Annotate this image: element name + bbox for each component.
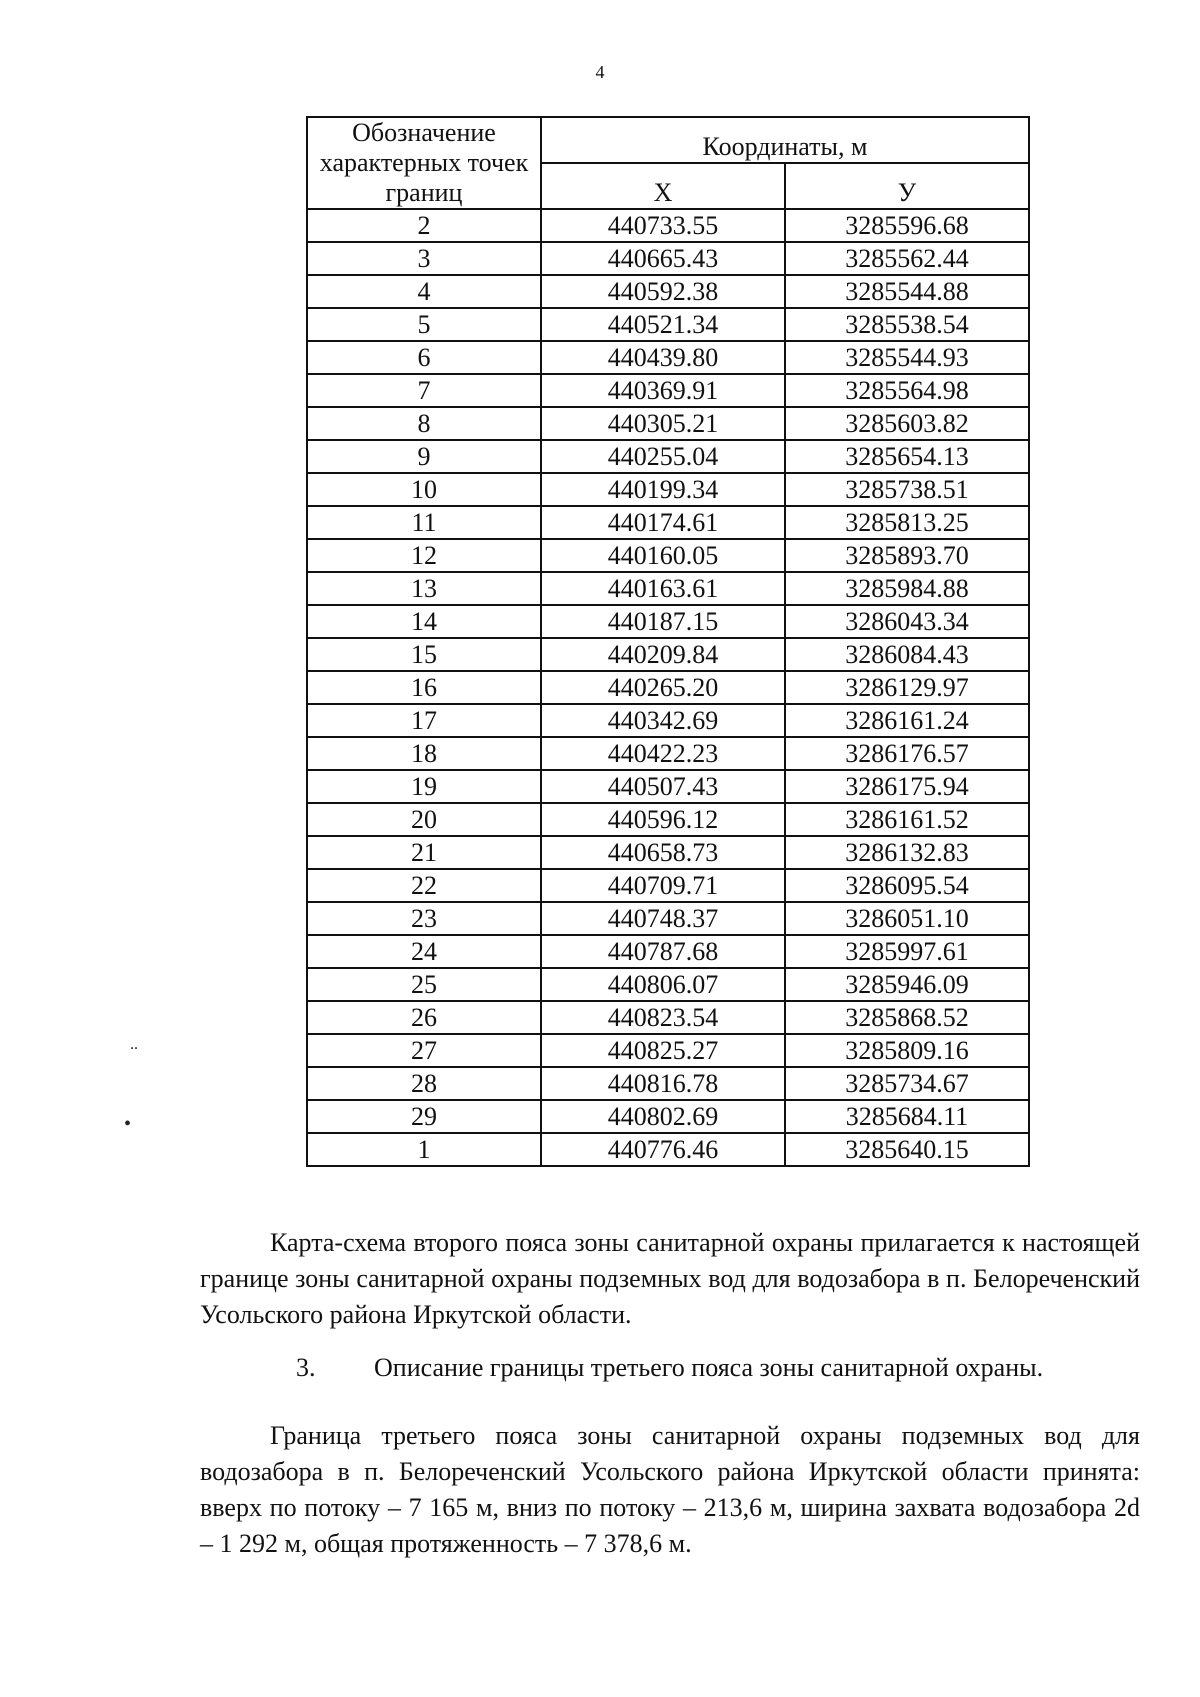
paragraph-map-scheme xyxy=(200,1225,1140,1333)
cell-y: 3285562.44 xyxy=(785,242,1029,275)
cell-y: 3285544.88 xyxy=(785,275,1029,308)
scan-speck: .. xyxy=(130,1036,138,1053)
cell-y: 3285997.61 xyxy=(785,935,1029,968)
cell-x: 440187.15 xyxy=(541,605,785,638)
cell-point: 26 xyxy=(307,1001,541,1034)
cell-y: 3285684.11 xyxy=(785,1100,1029,1133)
page-number: 4 xyxy=(595,62,605,82)
cell-x: 440748.37 xyxy=(541,902,785,935)
cell-point: 7 xyxy=(307,374,541,407)
cell-x: 440199.34 xyxy=(541,473,785,506)
table-row xyxy=(307,506,1029,539)
table-row xyxy=(307,374,1029,407)
cell-x: 440816.78 xyxy=(541,1067,785,1100)
x-header: Х xyxy=(541,163,785,209)
cell-x: 440422.23 xyxy=(541,737,785,770)
cell-point: 13 xyxy=(307,572,541,605)
cell-point: 19 xyxy=(307,770,541,803)
cell-y: 3285564.98 xyxy=(785,374,1029,407)
cell-y: 3285734.67 xyxy=(785,1067,1029,1100)
table-row xyxy=(307,209,1029,242)
cell-point: 17 xyxy=(307,704,541,737)
table-row xyxy=(307,902,1029,935)
cell-y: 3285603.82 xyxy=(785,407,1029,440)
cell-point: 20 xyxy=(307,803,541,836)
cell-point: 27 xyxy=(307,1034,541,1067)
section-3-title: Описание границы третьего пояса зоны санитарной охраны. xyxy=(374,1353,1044,1382)
cell-x: 440265.20 xyxy=(541,671,785,704)
cell-y: 3286161.52 xyxy=(785,803,1029,836)
cell-x: 440825.27 xyxy=(541,1034,785,1067)
cell-y: 3285538.54 xyxy=(785,308,1029,341)
table-row xyxy=(307,803,1029,836)
cell-point: 11 xyxy=(307,506,541,539)
table-row xyxy=(307,539,1029,572)
cell-x: 440592.38 xyxy=(541,275,785,308)
table-row xyxy=(307,737,1029,770)
cell-y: 3286176.57 xyxy=(785,737,1029,770)
cell-y: 3285946.09 xyxy=(785,968,1029,1001)
cell-x: 440160.05 xyxy=(541,539,785,572)
cell-x: 440733.55 xyxy=(541,209,785,242)
cell-x: 440342.69 xyxy=(541,704,785,737)
cell-point: 6 xyxy=(307,341,541,374)
cell-y: 3286051.10 xyxy=(785,902,1029,935)
cell-point: 5 xyxy=(307,308,541,341)
cell-x: 440255.04 xyxy=(541,440,785,473)
coordinates-table xyxy=(306,116,1030,1167)
cell-x: 440596.12 xyxy=(541,803,785,836)
coordinates-header: Координаты, м xyxy=(541,117,1029,163)
scan-dot: • xyxy=(124,1113,132,1135)
table-row xyxy=(307,1034,1029,1067)
cell-x: 440665.43 xyxy=(541,242,785,275)
cell-y: 3285596.68 xyxy=(785,209,1029,242)
table-row xyxy=(307,407,1029,440)
table-row xyxy=(307,308,1029,341)
table-row xyxy=(307,638,1029,671)
cell-y: 3285640.15 xyxy=(785,1133,1029,1166)
y-header: У xyxy=(785,163,1029,209)
table-row xyxy=(307,605,1029,638)
table-row xyxy=(307,1133,1029,1166)
section-3-number: 3. xyxy=(296,1353,316,1382)
cell-y: 3285654.13 xyxy=(785,440,1029,473)
cell-x: 440823.54 xyxy=(541,1001,785,1034)
table-row xyxy=(307,572,1029,605)
cell-x: 440305.21 xyxy=(541,407,785,440)
cell-point: 28 xyxy=(307,1067,541,1100)
cell-point: 29 xyxy=(307,1100,541,1133)
cell-point: 15 xyxy=(307,638,541,671)
cell-x: 440787.68 xyxy=(541,935,785,968)
table-row xyxy=(307,1001,1029,1034)
cell-x: 440174.61 xyxy=(541,506,785,539)
paragraph-third-zone xyxy=(200,1418,1140,1562)
table-row xyxy=(307,968,1029,1001)
cell-point: 21 xyxy=(307,836,541,869)
cell-point: 8 xyxy=(307,407,541,440)
cell-point: 4 xyxy=(307,275,541,308)
table-row xyxy=(307,770,1029,803)
cell-point: 16 xyxy=(307,671,541,704)
table-row xyxy=(307,440,1029,473)
cell-y: 3285813.25 xyxy=(785,506,1029,539)
cell-y: 3286084.43 xyxy=(785,638,1029,671)
table-row xyxy=(307,341,1029,374)
cell-y: 3285893.70 xyxy=(785,539,1029,572)
cell-y: 3285738.51 xyxy=(785,473,1029,506)
point-label-header: Обозначение характерных точек границ xyxy=(307,117,541,209)
cell-y: 3286175.94 xyxy=(785,770,1029,803)
cell-point: 14 xyxy=(307,605,541,638)
cell-y: 3286129.97 xyxy=(785,671,1029,704)
cell-x: 440709.71 xyxy=(541,869,785,902)
cell-point: 24 xyxy=(307,935,541,968)
cell-point: 25 xyxy=(307,968,541,1001)
cell-y: 3285868.52 xyxy=(785,1001,1029,1034)
cell-y: 3286161.24 xyxy=(785,704,1029,737)
cell-point: 23 xyxy=(307,902,541,935)
table-row xyxy=(307,935,1029,968)
table-row xyxy=(307,473,1029,506)
cell-point: 2 xyxy=(307,209,541,242)
cell-x: 440658.73 xyxy=(541,836,785,869)
cell-x: 440802.69 xyxy=(541,1100,785,1133)
cell-point: 9 xyxy=(307,440,541,473)
table-row xyxy=(307,671,1029,704)
cell-y: 3285544.93 xyxy=(785,341,1029,374)
paragraph-map-scheme-text: Карта-схема второго пояса зоны санитарной охраны прилагается к настоящей границе зоны санитарной охраны подземных вод для водозабора в п. Белореченский Усольского района Иркутской области. xyxy=(200,1228,1140,1329)
table-row xyxy=(307,1100,1029,1133)
cell-point: 10 xyxy=(307,473,541,506)
section-3-heading xyxy=(296,1353,1043,1383)
cell-y: 3286043.34 xyxy=(785,605,1029,638)
table-row xyxy=(307,1067,1029,1100)
cell-y: 3286132.83 xyxy=(785,836,1029,869)
cell-y: 3285809.16 xyxy=(785,1034,1029,1067)
cell-point: 12 xyxy=(307,539,541,572)
cell-x: 440507.43 xyxy=(541,770,785,803)
cell-y: 3285984.88 xyxy=(785,572,1029,605)
paragraph-third-zone-text: Граница третьего пояса зоны санитарной охраны подземных вод для водозабора в п. Белореченский Усольского района Иркутской области принята: вверх по потоку – 7 165 м, вниз по потоку – 213,6 м, ширина захвата водозабора 2d – 1 292 м, общая протяженность – 7 378,6 м. xyxy=(200,1421,1140,1558)
cell-x: 440163.61 xyxy=(541,572,785,605)
coordinates-table-body xyxy=(307,209,1029,1166)
table-row xyxy=(307,275,1029,308)
cell-x: 440776.46 xyxy=(541,1133,785,1166)
cell-x: 440369.91 xyxy=(541,374,785,407)
cell-point: 22 xyxy=(307,869,541,902)
table-row xyxy=(307,836,1029,869)
table-row xyxy=(307,704,1029,737)
cell-x: 440209.84 xyxy=(541,638,785,671)
cell-x: 440806.07 xyxy=(541,968,785,1001)
cell-point: 1 xyxy=(307,1133,541,1166)
cell-x: 440439.80 xyxy=(541,341,785,374)
cell-point: 3 xyxy=(307,242,541,275)
cell-point: 18 xyxy=(307,737,541,770)
table-row xyxy=(307,869,1029,902)
cell-x: 440521.34 xyxy=(541,308,785,341)
cell-y: 3286095.54 xyxy=(785,869,1029,902)
table-row xyxy=(307,242,1029,275)
